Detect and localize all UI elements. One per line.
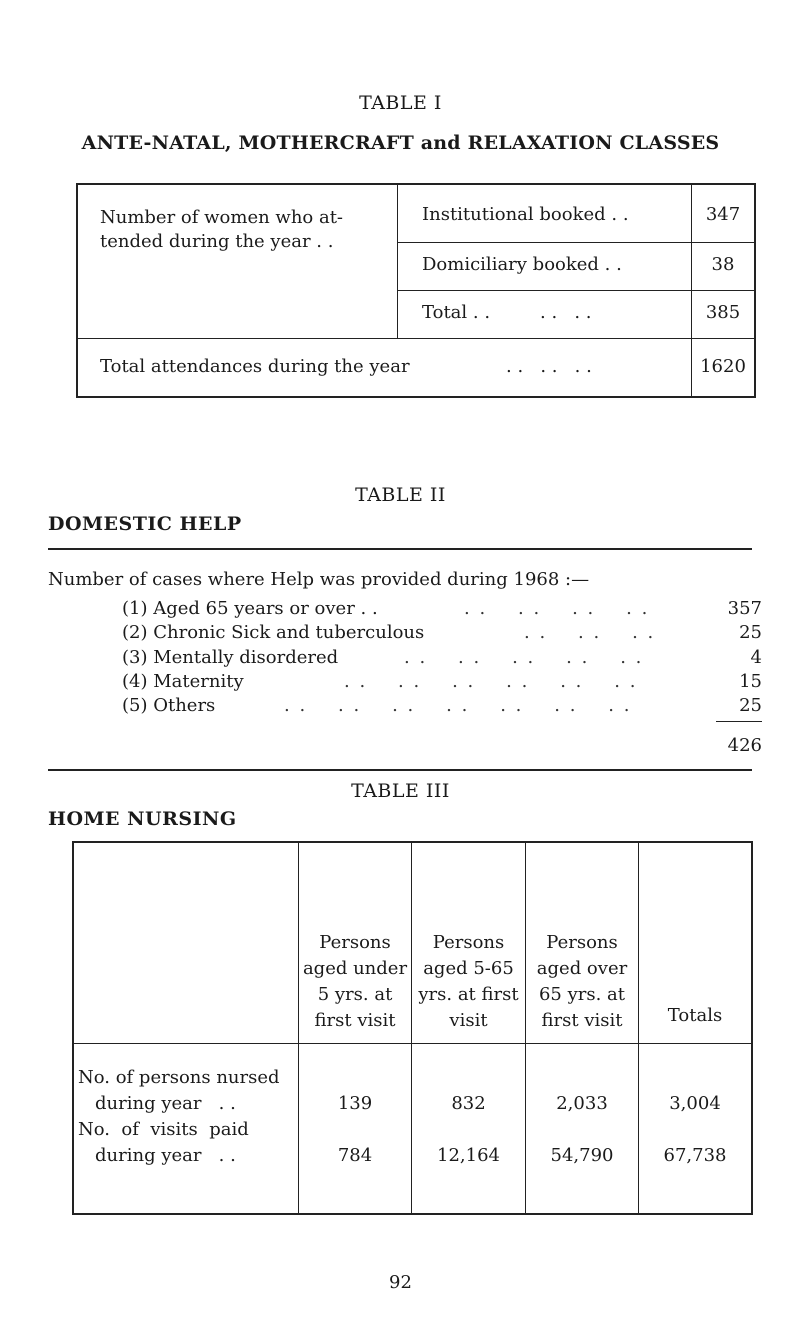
table-cell: 54,790	[550, 1145, 614, 1166]
column-header-line: first visit	[541, 1010, 623, 1031]
table1-row-label-line1: Number of women who at-	[100, 207, 344, 228]
column-header-line: Totals	[667, 1005, 723, 1026]
column-header-line: 5 yrs. at	[317, 984, 393, 1005]
list-item	[122, 598, 762, 624]
item-dots: . . . . . . . .	[464, 598, 650, 619]
row-label-line: No. of persons nursed	[78, 1067, 280, 1088]
table2-top-rule	[48, 548, 752, 550]
item-value: 4	[750, 647, 762, 668]
table-cell: 3,004	[669, 1093, 721, 1114]
table-cell: 784	[337, 1145, 373, 1166]
item-value: 25	[739, 622, 762, 643]
table3-heading: HOME NURSING	[48, 808, 237, 830]
table-cell: 12,164	[437, 1145, 500, 1166]
table1-row-label-line2: tended during the year . .	[100, 231, 334, 252]
table1-attendances-label: Total attendances during the year	[100, 356, 410, 377]
table1-subtitle: ANTE-NATAL, MOTHERCRAFT and RELAXATION CLASSES	[81, 132, 720, 154]
item-value: 357	[727, 598, 762, 619]
table1-total-label: Total . .	[422, 302, 491, 323]
table-cell: 139	[337, 1093, 373, 1114]
table2-bottom-rule	[48, 769, 752, 771]
table1-total-value: 385	[705, 302, 741, 323]
table2-intro: Number of cases where Help was provided during 1968 :—	[48, 569, 590, 590]
item-dots: . . . . . . . . . . . . . .	[284, 695, 632, 716]
row-label-line: No. of visits paid	[78, 1119, 249, 1140]
list-item	[122, 671, 762, 697]
item-dots: . . . . . . . . . . . .	[344, 671, 638, 692]
list-item	[122, 647, 762, 673]
row-label-line: during year . .	[95, 1145, 236, 1166]
table-cell: 832	[451, 1093, 486, 1114]
column-header	[526, 930, 638, 1034]
item-label: (4) Maternity	[122, 671, 244, 692]
table3-title: TABLE III	[351, 780, 450, 802]
table1-domiciliary-label: Domiciliary booked . .	[422, 254, 622, 275]
row-label-line: during year . .	[95, 1093, 236, 1114]
table2-total: 426	[727, 735, 762, 756]
column-header	[412, 930, 525, 1034]
table-cell: 2,033	[556, 1093, 608, 1114]
item-value: 25	[739, 695, 762, 716]
item-label: (3) Mentally disordered	[122, 647, 339, 668]
item-dots: . . . . . .	[524, 622, 656, 643]
column-header-line: 65 yrs. at	[538, 984, 626, 1005]
column-header-line: Persons	[319, 932, 391, 953]
sum-rule	[716, 721, 762, 722]
item-value: 15	[739, 671, 762, 692]
table1-title: TABLE I	[359, 92, 442, 114]
column-header-line: first visit	[314, 1010, 396, 1031]
column-header	[639, 1004, 751, 1028]
column-header-line: aged over	[536, 958, 628, 979]
table1-total-dots: . . . .	[540, 302, 592, 323]
list-item	[122, 622, 762, 648]
item-label: (5) Others	[122, 695, 216, 716]
column-header	[299, 930, 411, 1034]
table1-attendances-value: 1620	[700, 356, 746, 377]
column-header-line: aged under	[302, 958, 408, 979]
column-header-line: visit	[449, 1010, 488, 1031]
item-label: (2) Chronic Sick and tuberculous	[122, 622, 425, 643]
item-label: (1) Aged 65 years or over . .	[122, 598, 378, 619]
page-number: 92	[389, 1272, 412, 1293]
table1-domiciliary-value: 38	[711, 254, 735, 275]
column-header-line: yrs. at first	[418, 984, 519, 1005]
table2-title: TABLE II	[355, 484, 446, 506]
column-header-line: Persons	[546, 932, 618, 953]
table1-attendances-dots: . . . . . .	[506, 356, 592, 377]
table-cell: 67,738	[663, 1145, 727, 1166]
item-dots: . . . . . . . . . .	[404, 647, 644, 668]
list-item	[122, 695, 762, 721]
column-header-line: Persons	[432, 932, 505, 953]
table1-institutional-value: 347	[705, 204, 741, 225]
table1-institutional-label: Institutional booked . .	[422, 204, 629, 225]
table2-heading: DOMESTIC HELP	[48, 513, 242, 535]
column-header-line: aged 5-65	[423, 958, 514, 979]
